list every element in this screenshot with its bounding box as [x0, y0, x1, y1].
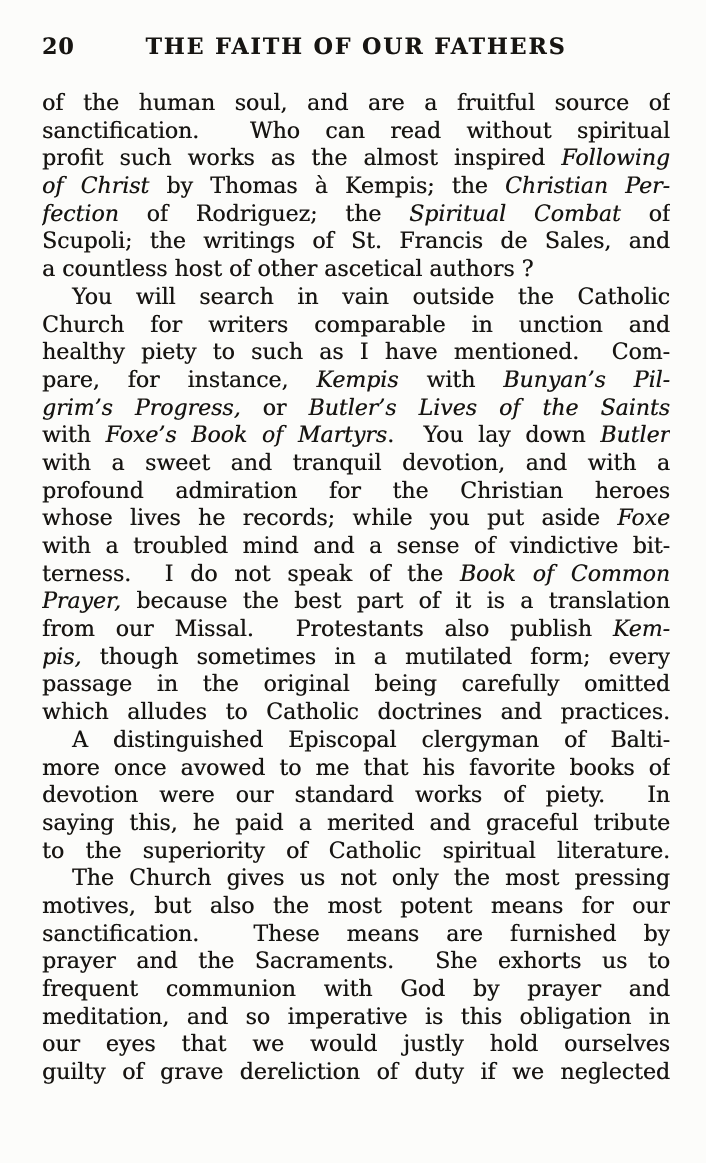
text-line	[42, 228, 670, 256]
italic-text-segment: Following	[561, 146, 670, 172]
text-line	[42, 921, 670, 949]
text-segment: prayer and the Sacraments. She exhorts us to	[42, 949, 670, 975]
text-line	[42, 339, 670, 367]
italic-text-segment: pis,	[42, 644, 82, 670]
text-segment: saying this, he paid a merited and graceful tribute	[42, 810, 670, 836]
text-block	[42, 90, 670, 1087]
italic-text-segment: Foxe	[617, 506, 670, 532]
text-segment: motives, but also the most potent means for our	[42, 893, 670, 919]
text-line	[42, 948, 670, 976]
text-segment: healthy piety to such as I have mentioned. Com-	[42, 340, 670, 366]
text-segment: of	[620, 201, 670, 227]
text-segment: sanctification. These means are furnished by	[42, 921, 670, 947]
text-segment: or	[240, 395, 309, 421]
italic-text-segment: Kem-	[612, 617, 670, 643]
italic-text-segment: fection	[42, 201, 119, 227]
text-segment: whose lives he records; while you put aside	[42, 506, 618, 532]
text-line	[42, 145, 670, 173]
text-segment: devotion were our standard works of piety. In	[42, 783, 670, 809]
text-line	[42, 1031, 670, 1059]
text-line	[42, 810, 670, 838]
text-segment: from our Missal. Protestants also publish	[42, 617, 613, 643]
text-segment: A distinguished Episcopal clergyman of Balti-	[72, 727, 670, 753]
text-line	[42, 699, 670, 727]
text-line	[42, 505, 670, 533]
italic-text-segment: grim’s Progress,	[42, 395, 241, 421]
italic-text-segment: Butler	[600, 423, 670, 449]
text-segment: by Thomas à Kempis; the	[149, 174, 505, 200]
text-segment: guilty of grave dereliction of duty if we neglected	[42, 1060, 670, 1086]
text-line	[42, 90, 670, 118]
text-segment: sanctification. Who can read without spiritual	[42, 118, 670, 144]
text-line	[42, 118, 670, 146]
text-segment: more once avowed to me that his favorite books of	[42, 755, 670, 781]
page-header	[42, 34, 670, 62]
italic-text-segment: Bunyan’s Pil-	[503, 367, 670, 393]
text-line	[42, 616, 670, 644]
text-segment: The Church gives us not only the most pressing	[72, 866, 670, 892]
italic-text-segment: Book of Common	[459, 561, 670, 587]
italic-text-segment: Kempis	[316, 367, 399, 393]
text-line	[42, 367, 670, 395]
text-line	[42, 838, 670, 866]
text-segment: Church for writers comparable in unction and	[42, 312, 670, 338]
text-segment: profit such works as the almost inspired	[42, 146, 562, 172]
text-segment: though sometimes in a mutilated form; every	[81, 644, 670, 670]
italic-text-segment: Christian Per-	[504, 174, 670, 200]
text-segment: pare, for instance,	[42, 367, 317, 393]
text-line	[42, 588, 670, 616]
text-line	[42, 755, 670, 783]
text-segment: with	[42, 423, 106, 449]
text-segment: with	[398, 367, 504, 393]
italic-text-segment: Foxe’s Book of Martyrs	[105, 423, 388, 449]
text-segment: our eyes that we would justly hold ourselves	[42, 1032, 670, 1058]
text-line	[42, 865, 670, 893]
text-segment: frequent communion with God by prayer and	[42, 977, 670, 1002]
page-number: 20	[42, 34, 75, 60]
text-line	[42, 422, 670, 450]
italic-text-segment: Spiritual Combat	[409, 201, 621, 227]
text-segment: Scupoli; the writings of St. Francis de Sales, and	[42, 229, 670, 255]
italic-text-segment: Butler’s Lives of the Saints	[308, 395, 670, 421]
text-line	[42, 533, 670, 561]
text-line	[42, 893, 670, 921]
text-line	[42, 395, 670, 423]
text-line	[42, 478, 670, 506]
text-line	[42, 671, 670, 699]
text-segment: . You lay down	[387, 423, 601, 449]
text-line	[42, 561, 670, 589]
text-line	[42, 312, 670, 340]
text-segment: profound admiration for the Christian heroes	[42, 478, 670, 504]
text-segment: because the best part of it is a translation	[120, 589, 670, 615]
text-segment: passage in the original being carefully omitted	[42, 672, 670, 698]
text-line	[42, 201, 670, 229]
text-line	[42, 727, 670, 755]
text-segment: meditation, and so imperative is this obligation in	[42, 1004, 670, 1030]
text-line	[42, 284, 670, 312]
text-segment: of the human soul, and are a fruitful source of	[42, 91, 670, 116]
running-title: THE FAITH OF OUR FATHERS	[145, 34, 567, 60]
text-line	[42, 1059, 670, 1087]
italic-text-segment: Prayer,	[42, 589, 121, 615]
text-segment: to the superiority of Catholic spiritual literature.	[42, 838, 670, 864]
text-segment: a countless host of other ascetical authors ?	[42, 257, 534, 283]
text-line	[42, 1004, 670, 1032]
text-segment: which alludes to Catholic doctrines and practices.	[42, 700, 670, 726]
text-segment: of Rodriguez; the	[118, 201, 410, 227]
text-line	[42, 173, 670, 201]
text-segment: terness. I do not speak of the	[42, 561, 460, 587]
text-line	[42, 644, 670, 672]
text-segment: with a troubled mind and a sense of vindictive bit-	[42, 534, 670, 559]
text-line	[42, 256, 670, 284]
text-line	[42, 976, 670, 1004]
text-line	[42, 782, 670, 810]
text-segment: You will search in vain outside the Catholic	[72, 284, 670, 310]
text-segment: with a sweet and tranquil devotion, and with a	[42, 450, 670, 476]
text-line	[42, 450, 670, 478]
italic-text-segment: of Christ	[42, 174, 150, 200]
